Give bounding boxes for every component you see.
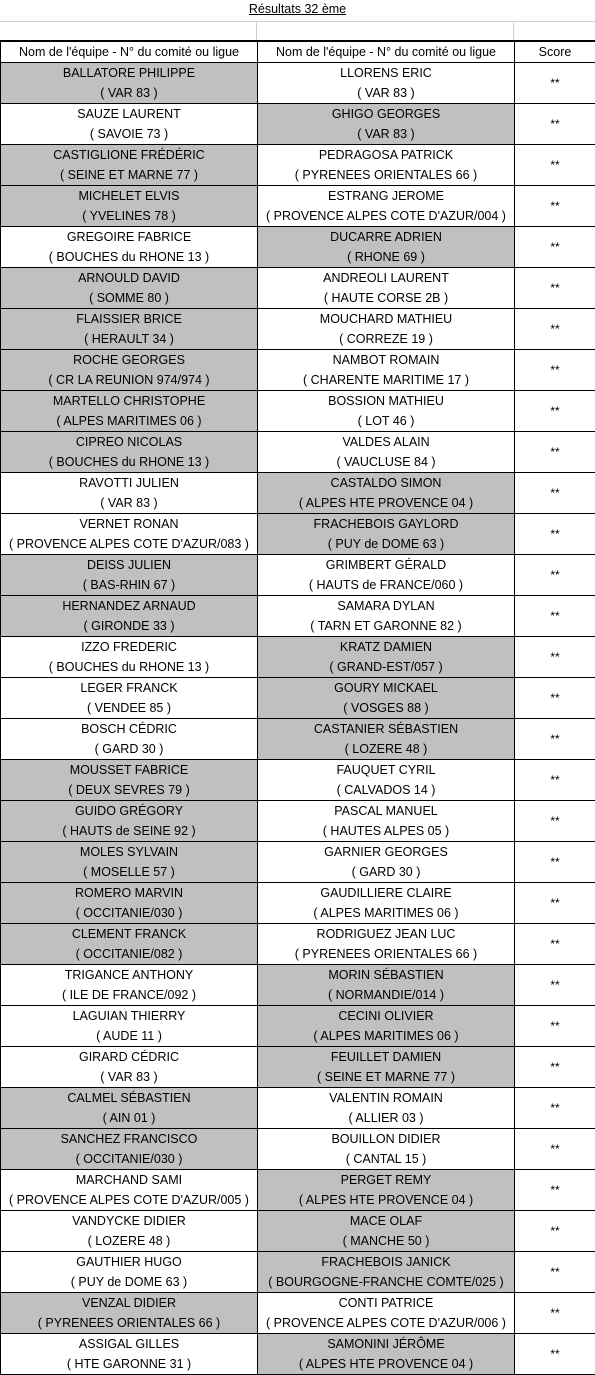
score-cell: ** xyxy=(515,637,595,678)
team-name: VALENTIN ROMAIN xyxy=(258,1088,514,1108)
team-committee: ( ALPES MARITIMES 06 ) xyxy=(1,411,257,431)
team-b-cell xyxy=(258,432,515,473)
team-name: SAMARA DYLAN xyxy=(258,596,514,616)
team-name: CONTI PATRICE xyxy=(258,1293,514,1313)
team-committee: ( TARN ET GARONNE 82 ) xyxy=(258,616,514,636)
team-name: VANDYCKE DIDIER xyxy=(1,1211,257,1231)
team-b-cell xyxy=(258,63,515,104)
team-a-cell xyxy=(1,227,258,268)
team-a-cell xyxy=(1,432,258,473)
score-cell: ** xyxy=(515,391,595,432)
empty-cell xyxy=(514,22,595,40)
team-committee: ( VAR 83 ) xyxy=(1,1067,257,1087)
match-row xyxy=(1,801,595,842)
team-name: FEUILLET DAMIEN xyxy=(258,1047,514,1067)
team-a-cell xyxy=(1,924,258,965)
match-row xyxy=(1,1006,595,1047)
team-committee: ( BAS-RHIN 67 ) xyxy=(1,575,257,595)
team-name: MOUCHARD MATHIEU xyxy=(258,309,514,329)
team-a-cell xyxy=(1,145,258,186)
team-committee: ( ALPES MARITIMES 06 ) xyxy=(258,1026,514,1046)
team-b-cell xyxy=(258,350,515,391)
team-a-cell xyxy=(1,637,258,678)
match-row xyxy=(1,145,595,186)
team-committee: ( PYRENEES ORIENTALES 66 ) xyxy=(258,165,514,185)
team-name: CLEMENT FRANCK xyxy=(1,924,257,944)
team-a-cell xyxy=(1,309,258,350)
header-team-b: Nom de l'équipe - N° du comité ou ligue xyxy=(258,42,515,63)
score-cell: ** xyxy=(515,1334,595,1375)
team-name: VALDES ALAIN xyxy=(258,432,514,452)
match-row xyxy=(1,1129,595,1170)
score-cell: ** xyxy=(515,514,595,555)
match-row xyxy=(1,924,595,965)
header-team-a: Nom de l'équipe - N° du comité ou ligue xyxy=(1,42,258,63)
team-committee: ( ALLIER 03 ) xyxy=(258,1108,514,1128)
team-b-cell xyxy=(258,1170,515,1211)
score-cell: ** xyxy=(515,309,595,350)
team-committee: ( HAUTS de SEINE 92 ) xyxy=(1,821,257,841)
team-committee: ( LOT 46 ) xyxy=(258,411,514,431)
score-cell: ** xyxy=(515,268,595,309)
team-a-cell xyxy=(1,596,258,637)
team-a-cell xyxy=(1,801,258,842)
score-cell: ** xyxy=(515,924,595,965)
match-row xyxy=(1,268,595,309)
team-committee: ( CR LA REUNION 974/974 ) xyxy=(1,370,257,390)
score-cell: ** xyxy=(515,432,595,473)
team-name: TRIGANCE ANTHONY xyxy=(1,965,257,985)
match-row xyxy=(1,678,595,719)
team-a-cell xyxy=(1,473,258,514)
team-committee: ( OCCITANIE/030 ) xyxy=(1,1149,257,1169)
team-name: GAUDILLIERE CLAIRE xyxy=(258,883,514,903)
team-committee: ( PUY de DOME 63 ) xyxy=(258,534,514,554)
team-name: GREGOIRE FABRICE xyxy=(1,227,257,247)
team-name: SAUZE LAURENT xyxy=(1,104,257,124)
team-name: CECINI OLIVIER xyxy=(258,1006,514,1026)
team-name: CASTALDO SIMON xyxy=(258,473,514,493)
team-b-cell xyxy=(258,596,515,637)
team-name: ROCHE GEORGES xyxy=(1,350,257,370)
team-name: GIRARD CÉDRIC xyxy=(1,1047,257,1067)
match-row xyxy=(1,1170,595,1211)
header-row xyxy=(1,42,595,63)
team-a-cell xyxy=(1,1293,258,1334)
team-name: MOUSSET FABRICE xyxy=(1,760,257,780)
team-name: DEISS JULIEN xyxy=(1,555,257,575)
team-name: ROMERO MARVIN xyxy=(1,883,257,903)
match-row xyxy=(1,514,595,555)
team-name: GOURY MICKAEL xyxy=(258,678,514,698)
team-b-cell xyxy=(258,801,515,842)
score-cell: ** xyxy=(515,678,595,719)
team-a-cell xyxy=(1,350,258,391)
team-a-cell xyxy=(1,1170,258,1211)
team-committee: ( SEINE ET MARNE 77 ) xyxy=(1,165,257,185)
results-table xyxy=(0,41,595,1375)
match-row xyxy=(1,63,595,104)
team-name: GRIMBERT GÉRALD xyxy=(258,555,514,575)
team-name: MOLES SYLVAIN xyxy=(1,842,257,862)
team-a-cell xyxy=(1,1252,258,1293)
team-name: NAMBOT ROMAIN xyxy=(258,350,514,370)
match-row xyxy=(1,596,595,637)
team-committee: ( HAUTES ALPES 05 ) xyxy=(258,821,514,841)
team-a-cell xyxy=(1,719,258,760)
team-committee: ( AUDE 11 ) xyxy=(1,1026,257,1046)
team-b-cell xyxy=(258,883,515,924)
team-a-cell xyxy=(1,760,258,801)
team-name: RAVOTTI JULIEN xyxy=(1,473,257,493)
team-name: CALMEL SÉBASTIEN xyxy=(1,1088,257,1108)
team-committee: ( VAR 83 ) xyxy=(258,124,514,144)
team-b-cell xyxy=(258,1047,515,1088)
team-name: GARNIER GEORGES xyxy=(258,842,514,862)
team-name: ARNOULD DAVID xyxy=(1,268,257,288)
team-committee: ( PROVENCE ALPES COTE D'AZUR/083 ) xyxy=(1,534,257,554)
team-name: MORIN SÉBASTIEN xyxy=(258,965,514,985)
team-b-cell xyxy=(258,924,515,965)
team-committee: ( OCCITANIE/082 ) xyxy=(1,944,257,964)
team-committee: ( ILE DE FRANCE/092 ) xyxy=(1,985,257,1005)
match-row xyxy=(1,350,595,391)
team-committee: ( ALPES HTE PROVENCE 04 ) xyxy=(258,1190,514,1210)
team-committee: ( MOSELLE 57 ) xyxy=(1,862,257,882)
match-row xyxy=(1,391,595,432)
match-row xyxy=(1,227,595,268)
team-a-cell xyxy=(1,186,258,227)
team-b-cell xyxy=(258,965,515,1006)
score-cell: ** xyxy=(515,350,595,391)
team-committee: ( CORREZE 19 ) xyxy=(258,329,514,349)
team-committee: ( CALVADOS 14 ) xyxy=(258,780,514,800)
match-row xyxy=(1,719,595,760)
team-committee: ( PYRENEES ORIENTALES 66 ) xyxy=(1,1313,257,1333)
team-b-cell xyxy=(258,678,515,719)
score-cell: ** xyxy=(515,719,595,760)
match-row xyxy=(1,842,595,883)
match-row xyxy=(1,637,595,678)
team-name: MARTELLO CHRISTOPHE xyxy=(1,391,257,411)
team-b-cell xyxy=(258,145,515,186)
score-cell: ** xyxy=(515,104,595,145)
match-row xyxy=(1,1088,595,1129)
match-row xyxy=(1,883,595,924)
team-name: FAUQUET CYRIL xyxy=(258,760,514,780)
team-b-cell xyxy=(258,1211,515,1252)
team-name: GAUTHIER HUGO xyxy=(1,1252,257,1272)
title-row xyxy=(0,0,595,22)
team-name: DUCARRE ADRIEN xyxy=(258,227,514,247)
team-committee: ( PROVENCE ALPES COTE D'AZUR/006 ) xyxy=(258,1313,514,1333)
team-b-cell xyxy=(258,842,515,883)
team-committee: ( MANCHE 50 ) xyxy=(258,1231,514,1251)
team-committee: ( VAUCLUSE 84 ) xyxy=(258,452,514,472)
match-row xyxy=(1,432,595,473)
team-b-cell xyxy=(258,514,515,555)
team-committee: ( GARD 30 ) xyxy=(1,739,257,759)
team-a-cell xyxy=(1,555,258,596)
team-committee: ( VAR 83 ) xyxy=(1,493,257,513)
match-row xyxy=(1,1293,595,1334)
team-committee: ( AIN 01 ) xyxy=(1,1108,257,1128)
team-a-cell xyxy=(1,883,258,924)
team-committee: ( BOUCHES du RHONE 13 ) xyxy=(1,657,257,677)
empty-row xyxy=(0,22,595,41)
team-name: FRACHEBOIS GAYLORD xyxy=(258,514,514,534)
team-name: IZZO FREDERIC xyxy=(1,637,257,657)
match-row xyxy=(1,965,595,1006)
score-cell: ** xyxy=(515,1252,595,1293)
team-name: GHIGO GEORGES xyxy=(258,104,514,124)
team-name: FRACHEBOIS JANICK xyxy=(258,1252,514,1272)
team-committee: ( VAR 83 ) xyxy=(258,83,514,103)
match-row xyxy=(1,1252,595,1293)
team-committee: ( HTE GARONNE 31 ) xyxy=(1,1354,257,1374)
team-b-cell xyxy=(258,637,515,678)
team-name: BOSSION MATHIEU xyxy=(258,391,514,411)
page-title: Résultats 32 ème xyxy=(0,2,595,16)
score-cell: ** xyxy=(515,1088,595,1129)
team-committee: ( SAVOIE 73 ) xyxy=(1,124,257,144)
team-name: VENZAL DIDIER xyxy=(1,1293,257,1313)
team-b-cell xyxy=(258,1252,515,1293)
team-name: KRATZ DAMIEN xyxy=(258,637,514,657)
team-committee: ( YVELINES 78 ) xyxy=(1,206,257,226)
team-a-cell xyxy=(1,104,258,145)
team-b-cell xyxy=(258,104,515,145)
score-cell: ** xyxy=(515,63,595,104)
team-name: PERGET REMY xyxy=(258,1170,514,1190)
team-name: VERNET RONAN xyxy=(1,514,257,534)
team-b-cell xyxy=(258,391,515,432)
team-committee: ( HAUTS de FRANCE/060 ) xyxy=(258,575,514,595)
match-row xyxy=(1,473,595,514)
team-committee: ( HERAULT 34 ) xyxy=(1,329,257,349)
team-committee: ( GRAND-EST/057 ) xyxy=(258,657,514,677)
team-a-cell xyxy=(1,1211,258,1252)
team-committee: ( BOURGOGNE-FRANCHE COMTE/025 ) xyxy=(258,1272,514,1292)
team-a-cell xyxy=(1,1088,258,1129)
team-committee: ( OCCITANIE/030 ) xyxy=(1,903,257,923)
team-name: LLORENS ERIC xyxy=(258,63,514,83)
team-b-cell xyxy=(258,760,515,801)
team-committee: ( LOZERE 48 ) xyxy=(258,739,514,759)
team-b-cell xyxy=(258,1006,515,1047)
team-committee: ( PUY de DOME 63 ) xyxy=(1,1272,257,1292)
team-name: ASSIGAL GILLES xyxy=(1,1334,257,1354)
team-committee: ( HAUTE CORSE 2B ) xyxy=(258,288,514,308)
score-cell: ** xyxy=(515,883,595,924)
team-b-cell xyxy=(258,1334,515,1375)
score-cell: ** xyxy=(515,760,595,801)
score-cell: ** xyxy=(515,145,595,186)
header-score: Score xyxy=(515,42,595,63)
team-committee: ( NORMANDIE/014 ) xyxy=(258,985,514,1005)
team-committee: ( LOZERE 48 ) xyxy=(1,1231,257,1251)
score-cell: ** xyxy=(515,473,595,514)
team-committee: ( ALPES MARITIMES 06 ) xyxy=(258,903,514,923)
match-rows xyxy=(1,63,595,1375)
team-a-cell xyxy=(1,842,258,883)
team-committee: ( ALPES HTE PROVENCE 04 ) xyxy=(258,493,514,513)
team-committee: ( PROVENCE ALPES COTE D'AZUR/004 ) xyxy=(258,206,514,226)
team-committee: ( VOSGES 88 ) xyxy=(258,698,514,718)
score-cell: ** xyxy=(515,227,595,268)
team-committee: ( BOUCHES du RHONE 13 ) xyxy=(1,452,257,472)
score-cell: ** xyxy=(515,596,595,637)
team-name: CASTANIER SÉBASTIEN xyxy=(258,719,514,739)
team-name: ESTRANG JEROME xyxy=(258,186,514,206)
score-cell: ** xyxy=(515,186,595,227)
team-b-cell xyxy=(258,719,515,760)
team-name: RODRIGUEZ JEAN LUC xyxy=(258,924,514,944)
team-a-cell xyxy=(1,678,258,719)
team-name: PASCAL MANUEL xyxy=(258,801,514,821)
score-cell: ** xyxy=(515,1293,595,1334)
team-committee: ( RHONE 69 ) xyxy=(258,247,514,267)
match-row xyxy=(1,309,595,350)
team-name: BALLATORE PHILIPPE xyxy=(1,63,257,83)
score-cell: ** xyxy=(515,1170,595,1211)
team-name: GUIDO GRÉGORY xyxy=(1,801,257,821)
team-name: BOUILLON DIDIER xyxy=(258,1129,514,1149)
team-a-cell xyxy=(1,1047,258,1088)
match-row xyxy=(1,104,595,145)
empty-cell xyxy=(0,22,257,40)
team-committee: ( DEUX SEVRES 79 ) xyxy=(1,780,257,800)
team-b-cell xyxy=(258,268,515,309)
match-row xyxy=(1,760,595,801)
empty-cell xyxy=(257,22,514,40)
team-b-cell xyxy=(258,309,515,350)
team-b-cell xyxy=(258,473,515,514)
team-committee: ( VENDEE 85 ) xyxy=(1,698,257,718)
team-committee: ( PROVENCE ALPES COTE D'AZUR/005 ) xyxy=(1,1190,257,1210)
team-a-cell xyxy=(1,63,258,104)
team-name: PEDRAGOSA PATRICK xyxy=(258,145,514,165)
team-name: HERNANDEZ ARNAUD xyxy=(1,596,257,616)
team-a-cell xyxy=(1,268,258,309)
team-committee: ( SEINE ET MARNE 77 ) xyxy=(258,1067,514,1087)
team-b-cell xyxy=(258,1088,515,1129)
team-a-cell xyxy=(1,965,258,1006)
team-b-cell xyxy=(258,1129,515,1170)
team-b-cell xyxy=(258,555,515,596)
team-name: MARCHAND SAMI xyxy=(1,1170,257,1190)
match-row xyxy=(1,1211,595,1252)
score-cell: ** xyxy=(515,1006,595,1047)
team-a-cell xyxy=(1,1334,258,1375)
team-committee: ( SOMME 80 ) xyxy=(1,288,257,308)
team-b-cell xyxy=(258,227,515,268)
team-name: ANDREOLI LAURENT xyxy=(258,268,514,288)
team-name: LEGER FRANCK xyxy=(1,678,257,698)
team-name: MICHELET ELVIS xyxy=(1,186,257,206)
team-name: SAMONINI JÉRÔME xyxy=(258,1334,514,1354)
team-name: SANCHEZ FRANCISCO xyxy=(1,1129,257,1149)
score-cell: ** xyxy=(515,801,595,842)
match-row xyxy=(1,555,595,596)
score-cell: ** xyxy=(515,555,595,596)
team-a-cell xyxy=(1,514,258,555)
team-committee: ( GIRONDE 33 ) xyxy=(1,616,257,636)
team-committee: ( PYRENEES ORIENTALES 66 ) xyxy=(258,944,514,964)
match-row xyxy=(1,186,595,227)
team-committee: ( BOUCHES du RHONE 13 ) xyxy=(1,247,257,267)
team-name: BOSCH CÉDRIC xyxy=(1,719,257,739)
team-b-cell xyxy=(258,186,515,227)
team-b-cell xyxy=(258,1293,515,1334)
score-cell: ** xyxy=(515,1129,595,1170)
team-name: LAGUIAN THIERRY xyxy=(1,1006,257,1026)
team-committee: ( CANTAL 15 ) xyxy=(258,1149,514,1169)
team-a-cell xyxy=(1,1006,258,1047)
team-name: MACE OLAF xyxy=(258,1211,514,1231)
score-cell: ** xyxy=(515,1211,595,1252)
score-cell: ** xyxy=(515,842,595,883)
team-committee: ( GARD 30 ) xyxy=(258,862,514,882)
team-a-cell xyxy=(1,1129,258,1170)
team-a-cell xyxy=(1,391,258,432)
score-cell: ** xyxy=(515,1047,595,1088)
match-row xyxy=(1,1047,595,1088)
team-committee: ( ALPES HTE PROVENCE 04 ) xyxy=(258,1354,514,1374)
score-cell: ** xyxy=(515,965,595,1006)
team-name: CIPREO NICOLAS xyxy=(1,432,257,452)
match-row xyxy=(1,1334,595,1375)
team-committee: ( VAR 83 ) xyxy=(1,83,257,103)
team-name: FLAISSIER BRICE xyxy=(1,309,257,329)
team-committee: ( CHARENTE MARITIME 17 ) xyxy=(258,370,514,390)
team-name: CASTIGLIONE FRÉDÉRIC xyxy=(1,145,257,165)
